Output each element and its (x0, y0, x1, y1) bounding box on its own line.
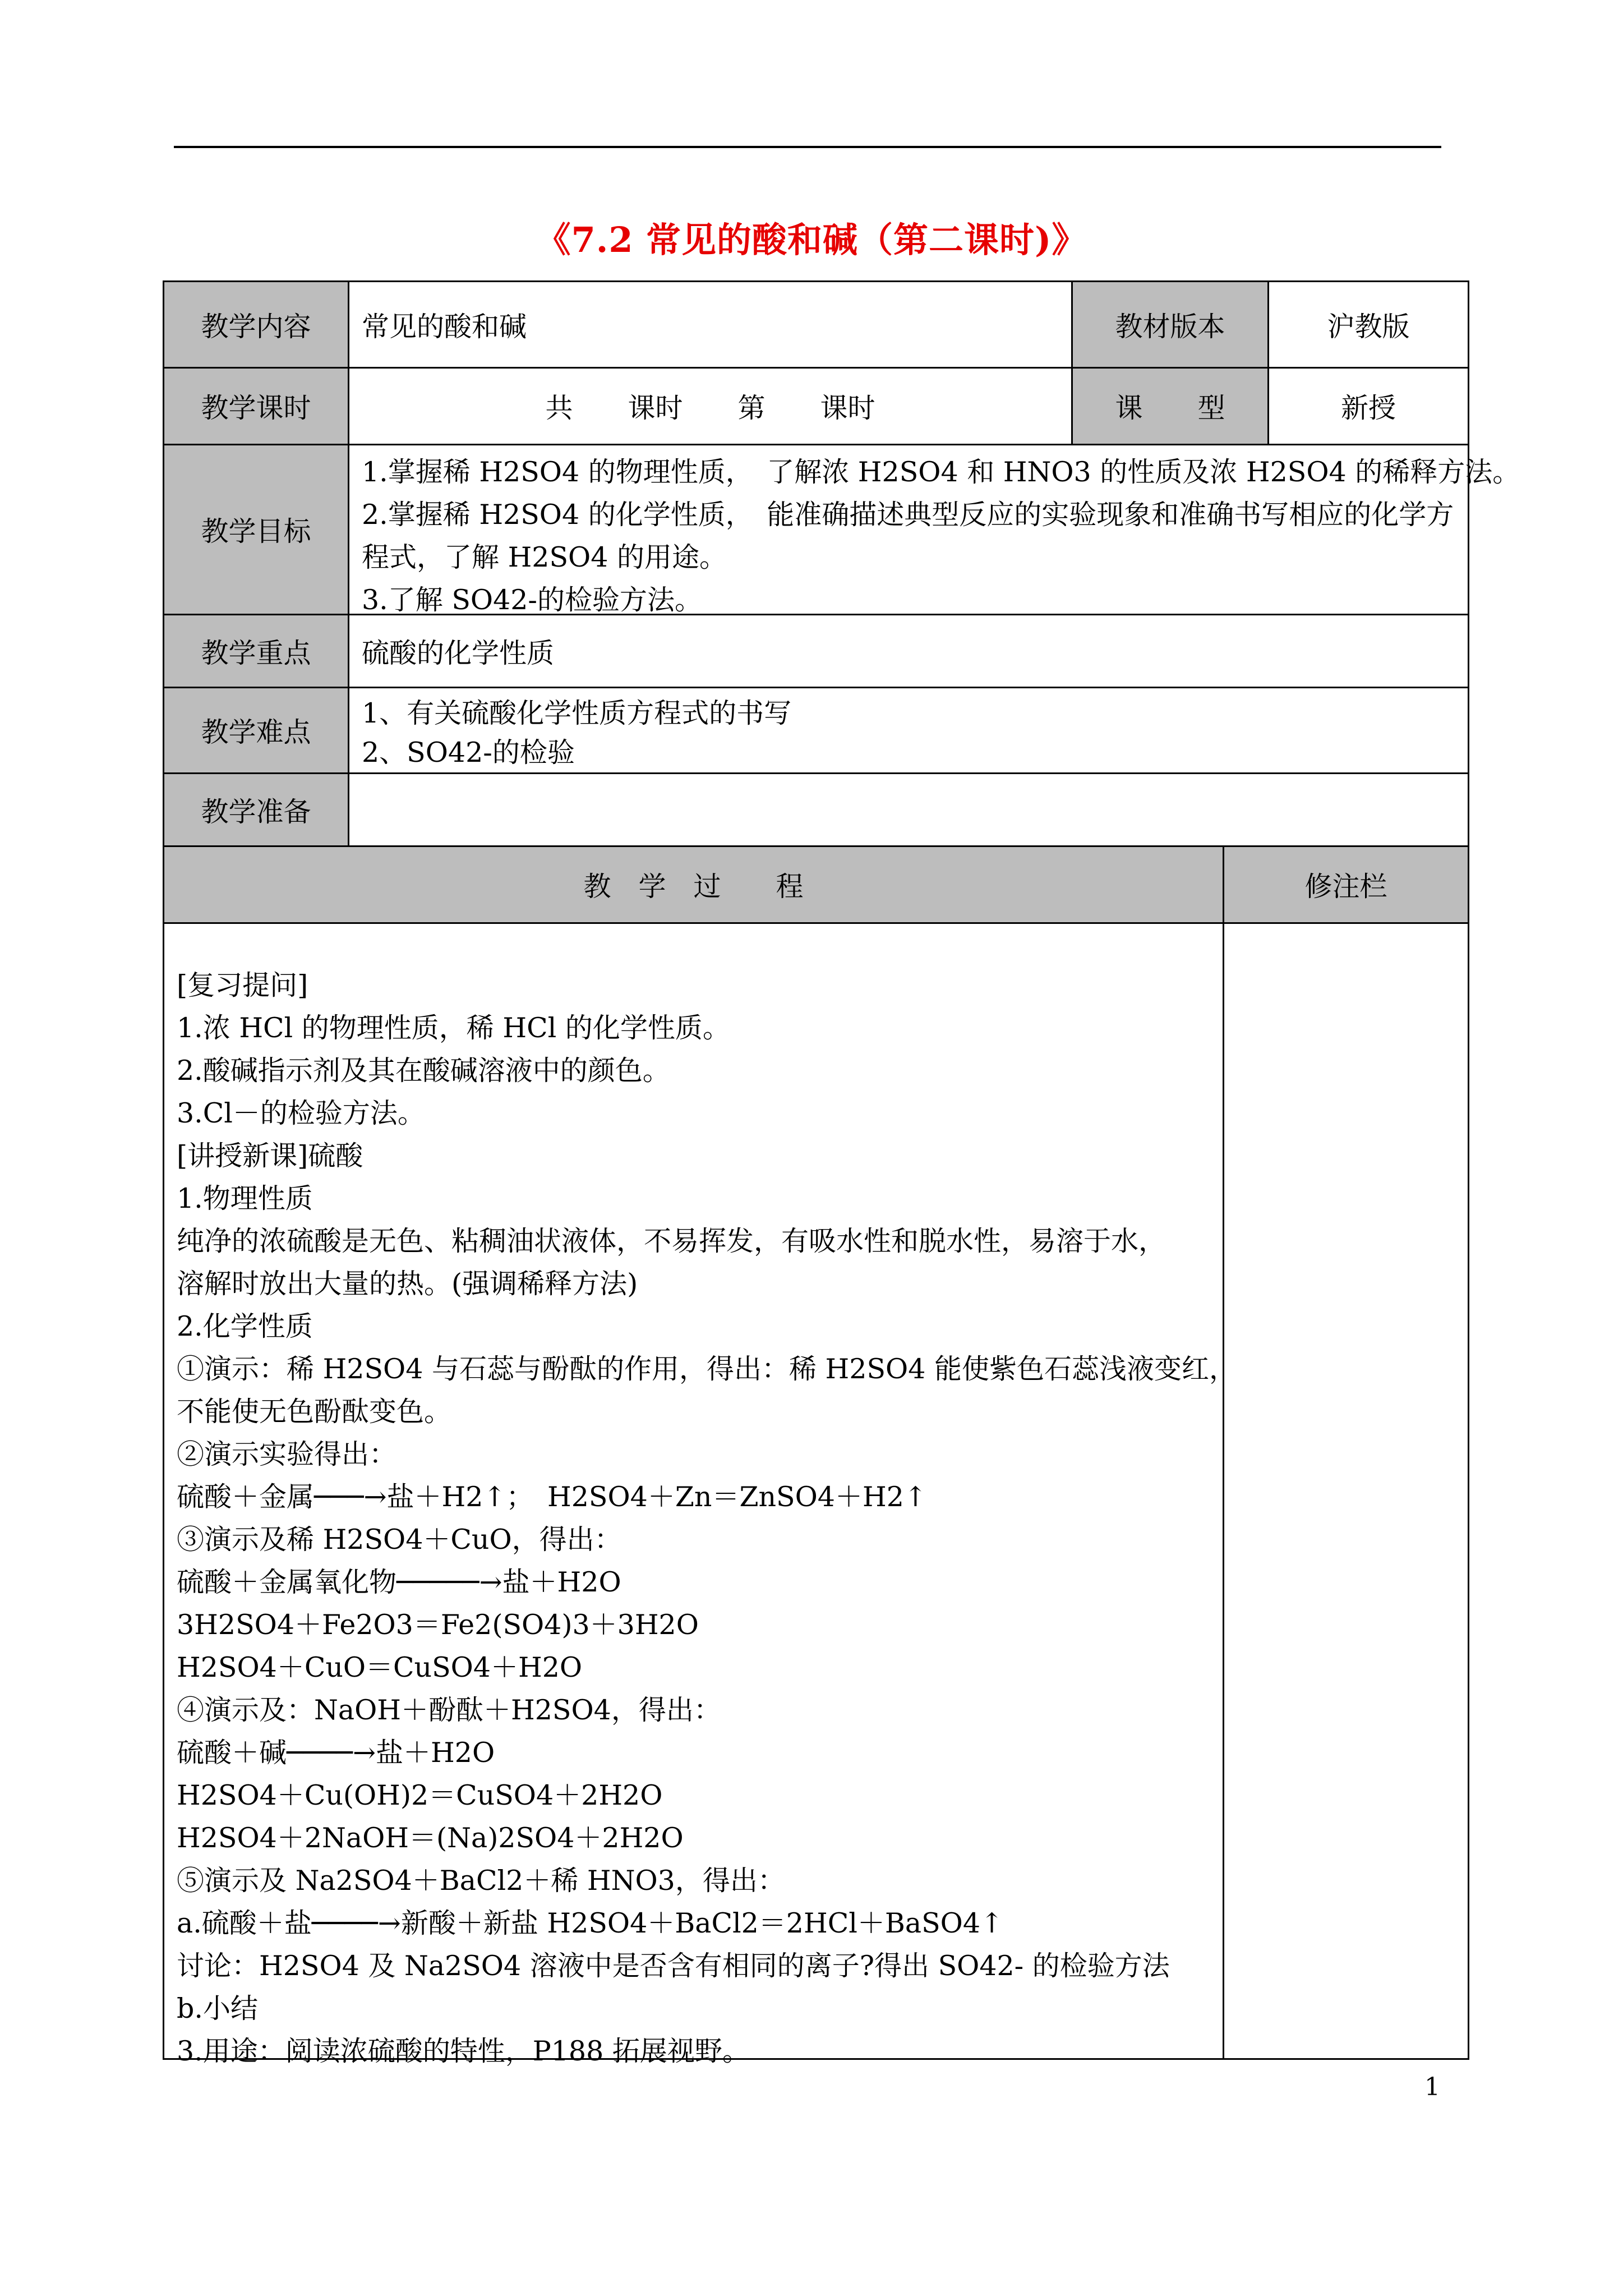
type-value: 新授 (1267, 367, 1469, 445)
goal-line: 程式，了解 H2SO4 的用途。 (362, 541, 727, 573)
lesson-plan-table (163, 280, 1520, 2067)
goal-line: 1.掌握稀 H2SO4 的物理性质， 了解浓 H2SO4 和 HNO3 的性质及浓 H2SO4 的稀释方法。 (362, 456, 1520, 488)
process-line: H2SO4＋CuO＝CuSO4＋H2O (177, 1651, 583, 1683)
process-line: 2.化学性质 (177, 1310, 313, 1342)
process-line: a.硫酸＋盐────→新酸＋新盐 H2SO4＋BaCl2＝2HCl＋BaSO4↑ (177, 1907, 1004, 1939)
process-line: [讲授新课]硫酸 (177, 1140, 363, 1172)
difficulty-value (348, 687, 1469, 774)
process-line: 1.物理性质 (177, 1182, 313, 1214)
process-line: 硫酸＋金属氧化物─────→盐＋H2O (177, 1566, 621, 1598)
key-label: 教学重点 (163, 614, 349, 688)
process-line: [复习提问] (177, 969, 308, 1001)
process-line: 讨论：H2SO4 及 Na2SO4 溶液中是否含有相同的离子?得出 SO42- 的检验方法 (177, 1950, 1170, 1982)
process-line: 3H2SO4＋Fe2O3＝Fe2(SO4)3＋3H2O (177, 1609, 699, 1641)
edition-label: 教材版本 (1071, 280, 1269, 369)
header-rule (174, 146, 1441, 148)
process-line: 3.Cl－的检验方法。 (177, 1097, 425, 1129)
content-label: 教学内容 (163, 280, 349, 369)
goals-label: 教学目标 (163, 444, 349, 615)
process-body (163, 922, 1237, 2067)
process-line: 硫酸＋碱────→盐＋H2O (177, 1737, 495, 1769)
process-line: 硫酸＋金属───→盐＋H2↑； H2SO4＋Zn＝ZnSO4＋H2↑ (177, 1481, 927, 1513)
goal-line: 2.掌握稀 H2SO4 的化学性质， 能准确描述典型反应的实验现象和准确书写相应的化学方 (362, 499, 1454, 531)
page-number: 1 (1424, 2073, 1440, 2101)
key-value: 硫酸的化学性质 (348, 614, 1469, 688)
process-line: 2.酸碱指示剂及其在酸碱溶液中的颜色。 (177, 1055, 670, 1087)
goal-line: 3.了解 SO42-的检验方法。 (362, 584, 702, 616)
difficulty-label: 教学难点 (163, 687, 349, 774)
process-heading: 教 学 过 程 (163, 845, 1224, 924)
edition-value: 沪教版 (1267, 280, 1469, 369)
content-value: 常见的酸和碱 (348, 280, 1073, 369)
difficulty-line: 1、有关硫酸化学性质方程式的书写 (362, 697, 792, 729)
document-title: 《7.2 常见的酸和碱（第二课时)》 (536, 219, 1087, 260)
notes-heading: 修注栏 (1223, 845, 1469, 924)
process-line: ①演示：稀 H2SO4 与石蕊与酚酞的作用，得出：稀 H2SO4 能使紫色石蕊浅液变红， (177, 1353, 1237, 1385)
process-line: ③演示及稀 H2SO4＋CuO，得出： (177, 1524, 622, 1556)
process-line: 3.用途：阅读浓硫酸的特性，P188 拓展视野。 (177, 2035, 750, 2067)
prep-value (348, 772, 1469, 847)
process-line: ⑤演示及 Na2SO4＋BaCl2＋稀 HNO3，得出： (177, 1865, 785, 1897)
process-line: ④演示及：NaOH＋酚酞＋H2SO4，得出： (177, 1694, 721, 1726)
process-line: 溶解时放出大量的热。(强调稀释方法) (177, 1268, 638, 1300)
process-line: 纯净的浓硫酸是无色、粘稠油状液体，不易挥发，有吸水性和脱水性，易溶于水， (177, 1225, 1166, 1257)
process-line: b.小结 (177, 1993, 258, 2024)
process-line: 不能使无色酚酞变色。 (177, 1396, 452, 1428)
notes-column (1223, 922, 1469, 2060)
hours-value: 共 课时 第 课时 (348, 367, 1073, 445)
process-line: 1.浓 HCl 的物理性质，稀 HCl 的化学性质。 (177, 1012, 730, 1044)
hours-label: 教学课时 (163, 367, 349, 445)
prep-label: 教学准备 (163, 772, 349, 847)
process-line: H2SO4＋2NaOH＝(Na)2SO4＋2H2O (177, 1822, 684, 1854)
goals-value (348, 444, 1520, 616)
type-label: 课 型 (1071, 367, 1269, 445)
process-line: ②演示实验得出： (177, 1438, 397, 1470)
difficulty-line: 2、SO42-的检验 (362, 737, 575, 769)
process-line: H2SO4＋Cu(OH)2＝CuSO4＋2H2O (177, 1779, 663, 1811)
